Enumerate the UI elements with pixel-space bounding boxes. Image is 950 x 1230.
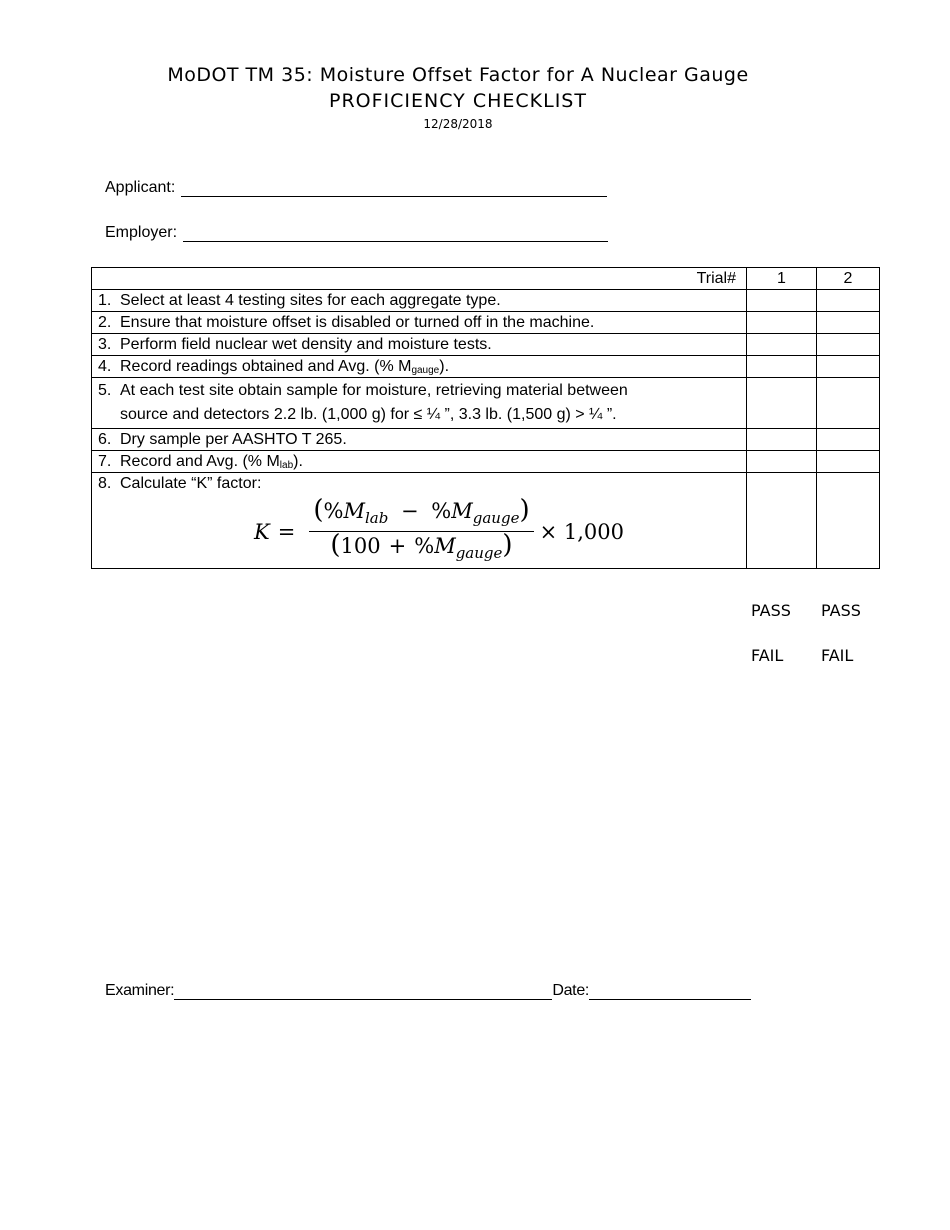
- step-text: Select at least 4 testing sites for each aggregate type.: [120, 292, 501, 309]
- table-row: [92, 378, 880, 429]
- step-6-trial-2-check[interactable]: [817, 429, 880, 451]
- formula-gauge: gauge: [472, 509, 520, 527]
- step-text-continued: source and detectors 2.2 lb. (1,000 g) for ≤ ¼ ”, 3.3 lb. (1,500 g) > ¼ ”.: [120, 406, 617, 423]
- step-text: Calculate “K” factor:: [120, 475, 262, 492]
- step-2-trial-2-check[interactable]: [817, 312, 880, 334]
- step-number: 5.: [98, 382, 112, 399]
- step-2-trial-1-check[interactable]: [747, 312, 817, 334]
- step-number: 6.: [98, 431, 112, 448]
- formula-percent: %: [323, 499, 344, 523]
- formula-gauge: gauge: [455, 544, 503, 562]
- step-1-trial-1-check[interactable]: [747, 290, 817, 312]
- trial-2-fail[interactable]: FAIL: [821, 646, 854, 665]
- formula-hundred: 100: [340, 534, 381, 558]
- step-4-trial-2-check[interactable]: [817, 356, 880, 378]
- signature-line: [105, 982, 751, 1000]
- formula-lab: lab: [364, 509, 389, 527]
- step-text-tail: ).: [293, 453, 303, 470]
- employer-field: [105, 224, 608, 242]
- step-5-trial-2-check[interactable]: [817, 378, 880, 429]
- trial-2-header: 2: [817, 268, 880, 290]
- examiner-label: Examiner:: [105, 982, 175, 999]
- step-4-cell: [92, 356, 747, 378]
- table-row: [92, 429, 880, 451]
- trial-1-pass[interactable]: PASS: [751, 601, 791, 620]
- step-5-cell: [92, 378, 747, 429]
- document-subtitle: PROFICIENCY CHECKLIST: [329, 90, 587, 112]
- formula-lhs: K: [254, 519, 270, 544]
- formula-denominator: $(100 + \%M_{gauge})$: [330, 530, 513, 562]
- trial-1-fail[interactable]: FAIL: [751, 646, 784, 665]
- step-1-cell: [92, 290, 747, 312]
- employer-label: Employer:: [105, 224, 178, 241]
- step-number: 1.: [98, 292, 112, 309]
- step-1-trial-2-check[interactable]: [817, 290, 880, 312]
- formula-plus: +: [388, 534, 407, 558]
- trial-2-pass[interactable]: PASS: [821, 601, 861, 620]
- checklist-table: [91, 267, 880, 569]
- step-text: Perform field nuclear wet density and moisture tests.: [120, 336, 492, 353]
- trial-1-header: 1: [747, 268, 817, 290]
- step-3-trial-2-check[interactable]: [817, 334, 880, 356]
- step-5-trial-1-check[interactable]: [747, 378, 817, 429]
- step-7-trial-2-check[interactable]: [817, 451, 880, 473]
- step-text: Ensure that moisture offset is disabled or turned off in the machine.: [120, 314, 595, 331]
- step-subscript: lab: [279, 460, 294, 471]
- trial-header-label: Trial#: [92, 268, 747, 290]
- step-subscript: gauge: [411, 365, 440, 376]
- step-8-cell: [92, 473, 747, 569]
- applicant-blank-line[interactable]: [181, 182, 607, 197]
- step-4-trial-1-check[interactable]: [747, 356, 817, 378]
- formula-equals: =: [277, 519, 296, 544]
- formula-numerator: $(\%M_{lab} - \%M_{gauge})$: [309, 500, 533, 532]
- step-text-tail: ).: [439, 358, 450, 375]
- formula-fraction: [309, 495, 533, 564]
- step-number: 4.: [98, 358, 112, 375]
- step-number: 8.: [98, 475, 112, 492]
- step-6-cell: [92, 429, 747, 451]
- step-6-trial-1-check[interactable]: [747, 429, 817, 451]
- step-text: Record readings obtained and Avg. (% M: [120, 358, 412, 375]
- formula-times: × 1,000: [539, 519, 624, 544]
- formula-m: M: [451, 499, 473, 523]
- step-text: Record and Avg. (% M: [120, 453, 280, 470]
- formula-m: M: [434, 534, 456, 558]
- table-row: [92, 356, 880, 378]
- step-7-cell: [92, 451, 747, 473]
- step-number: 7.: [98, 453, 112, 470]
- step-number: 3.: [98, 336, 112, 353]
- step-text: Dry sample per AASHTO T 265.: [120, 431, 347, 448]
- applicant-field: [105, 179, 607, 197]
- examiner-blank-line[interactable]: [174, 985, 552, 1000]
- table-row: [92, 334, 880, 356]
- step-3-trial-1-check[interactable]: [747, 334, 817, 356]
- table-row: [92, 451, 880, 473]
- date-label: Date:: [552, 982, 590, 999]
- employer-blank-line[interactable]: [183, 227, 608, 242]
- formula-m: M: [343, 499, 365, 523]
- step-text: At each test site obtain sample for moisture, retrieving material between: [120, 382, 628, 399]
- step-7-trial-1-check[interactable]: [747, 451, 817, 473]
- step-3-cell: [92, 334, 747, 356]
- step-8-trial-1-check[interactable]: [747, 473, 817, 569]
- step-2-cell: [92, 312, 747, 334]
- date-blank-line[interactable]: [589, 985, 751, 1000]
- trial-header-row: [92, 268, 880, 290]
- applicant-label: Applicant:: [105, 179, 176, 196]
- formula-percent: %: [414, 534, 435, 558]
- table-row: [92, 312, 880, 334]
- formula-minus: −: [400, 499, 419, 523]
- k-factor-formula: [138, 494, 740, 568]
- formula-percent: %: [431, 499, 452, 523]
- step-8-trial-2-check[interactable]: [817, 473, 880, 569]
- table-row: [92, 290, 880, 312]
- document-title: MoDOT TM 35: Moisture Offset Factor for A Nuclear Gauge: [167, 64, 749, 86]
- document-date: 12/28/2018: [423, 117, 493, 131]
- step-number: 2.: [98, 314, 112, 331]
- table-row: [92, 473, 880, 569]
